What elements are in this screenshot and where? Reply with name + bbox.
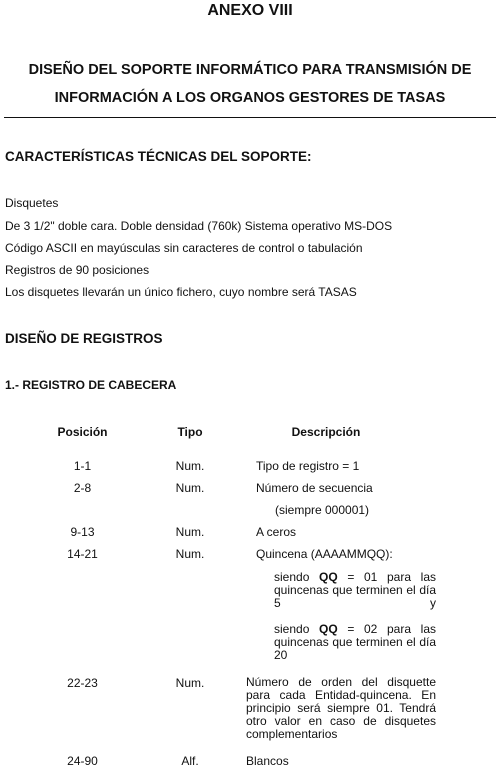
column-header-descripcion: Descripción bbox=[291, 425, 361, 439]
cell-tipo: Num. bbox=[175, 459, 205, 473]
subtitle-line-2: INFORMACIÓN A LOS ORGANOS GESTORES DE TASAS bbox=[54, 90, 446, 106]
cell-posicion: 2-8 bbox=[73, 481, 92, 495]
tech-line: Código ASCII en mayúsculas sin caracteres de control o tabulación bbox=[5, 241, 363, 255]
cell-posicion: 9-13 bbox=[70, 525, 95, 539]
quincena-note: siendo QQ = 01 para las quincenas que terminen el día 5 y bbox=[274, 570, 436, 610]
cell-descripcion: Quincena (AAAAMMQQ): bbox=[256, 547, 393, 561]
cell-descripcion-continued: (siempre 000001) bbox=[275, 503, 370, 517]
cell-descripcion: A ceros bbox=[256, 525, 297, 539]
tech-line: Los disquetes llevarán un único fichero, cuyo nombre será TASAS bbox=[5, 285, 357, 299]
cell-tipo: Num. bbox=[175, 676, 205, 690]
column-header-posicion: Posición bbox=[57, 425, 108, 439]
tech-line: Registros de 90 posiciones bbox=[5, 263, 150, 277]
cell-tipo: Num. bbox=[175, 547, 205, 561]
horizontal-rule bbox=[4, 117, 496, 118]
cell-tipo: Num. bbox=[175, 481, 205, 495]
cell-descripcion: Blancos bbox=[246, 754, 289, 768]
tech-line: Disquetes bbox=[5, 196, 59, 210]
cell-posicion: 22-23 bbox=[67, 676, 98, 690]
design-heading: DISEÑO DE REGISTROS bbox=[5, 331, 163, 346]
tech-heading: CARACTERÍSTICAS TÉCNICAS DEL SOPORTE: bbox=[5, 149, 312, 164]
cell-descripcion: Tipo de registro = 1 bbox=[256, 459, 360, 473]
quincena-note: siendo QQ = 02 para las quincenas que terminen el día 20 bbox=[274, 622, 436, 662]
subtitle-line-1: DISEÑO DEL SOPORTE INFORMÁTICO PARA TRANSMISIÓN DE bbox=[28, 62, 472, 78]
page-title: ANEXO VIII bbox=[207, 2, 293, 19]
tech-line: De 3 1/2" doble cara. Doble densidad (760k) Sistema operativo MS-DOS bbox=[5, 219, 393, 233]
cell-descripcion: Número de orden del disquette para cada Entidad-quincena. En principio será siempre 01. Tendrá otro valor en caso de disquetes complementarios bbox=[246, 675, 436, 741]
cell-posicion: 14-21 bbox=[67, 547, 98, 561]
cell-tipo: Alf. bbox=[181, 754, 199, 768]
column-header-tipo: Tipo bbox=[177, 425, 203, 439]
section-heading: 1.- REGISTRO DE CABECERA bbox=[5, 378, 177, 392]
cell-posicion: 24-90 bbox=[67, 754, 98, 768]
cell-posicion: 1-1 bbox=[73, 459, 92, 473]
cell-tipo: Num. bbox=[175, 525, 205, 539]
cell-descripcion: Número de secuencia bbox=[256, 481, 373, 495]
